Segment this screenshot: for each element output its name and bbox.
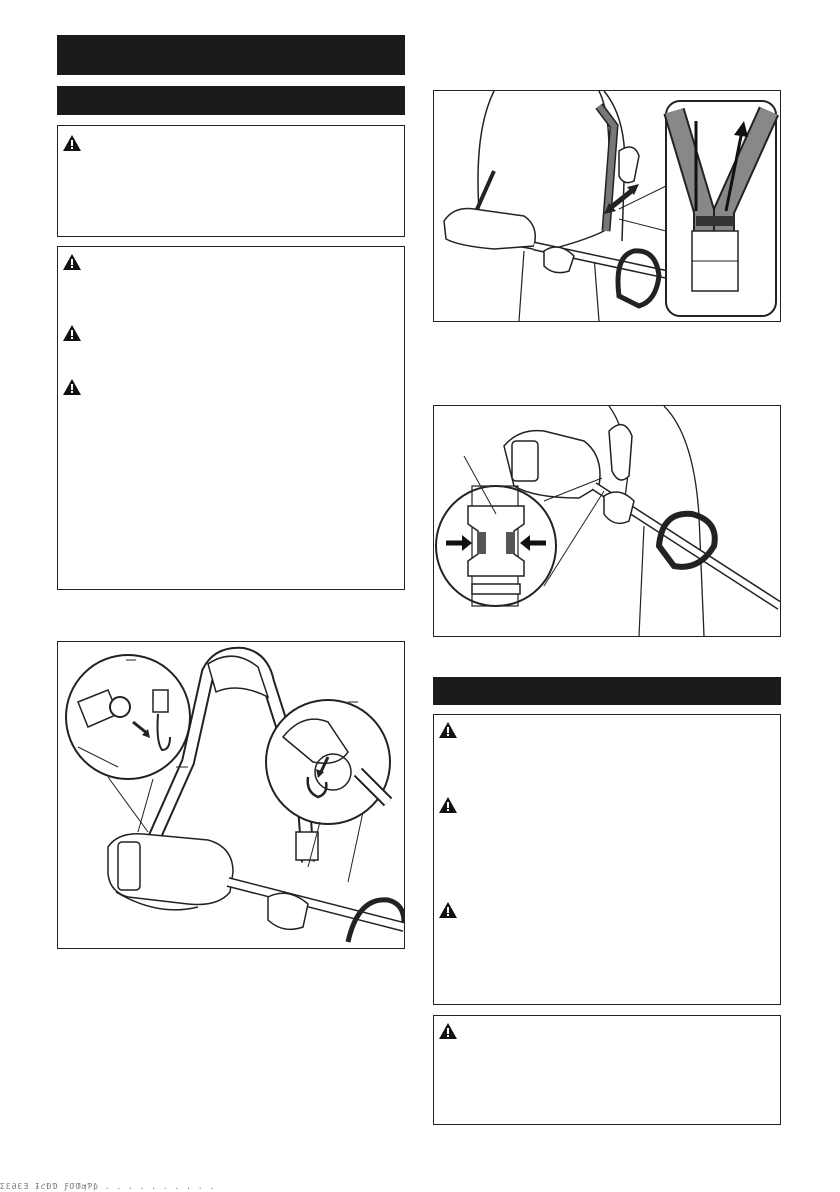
warning-box-2: [57, 246, 405, 590]
figure-strap-attachment: [57, 641, 405, 949]
warning-box-1: [57, 125, 405, 237]
warning-triangle-icon: [439, 722, 457, 738]
section-title-bar-right: [433, 677, 781, 705]
chapter-title-bar: [57, 35, 405, 75]
warning-triangle-icon: [63, 379, 81, 395]
warning-triangle-icon: [63, 325, 81, 341]
warning-box-4: [433, 1015, 781, 1125]
warning-triangle-icon: [63, 254, 81, 270]
figure-buckle-release: [433, 405, 781, 637]
section-title-bar-left: [57, 86, 405, 115]
warning-triangle-icon: [439, 902, 457, 918]
warning-triangle-icon: [439, 1023, 457, 1039]
warning-triangle-icon: [63, 135, 81, 151]
warning-triangle-icon: [439, 797, 457, 813]
figure-strap-adjust: [433, 90, 781, 322]
warning-box-3: [433, 714, 781, 1005]
page-footer: ƩƐƏƐƎ ƗƈƉƊ ƑƠƢƣƤƥ . . . . . . . . . .: [0, 1182, 216, 1191]
